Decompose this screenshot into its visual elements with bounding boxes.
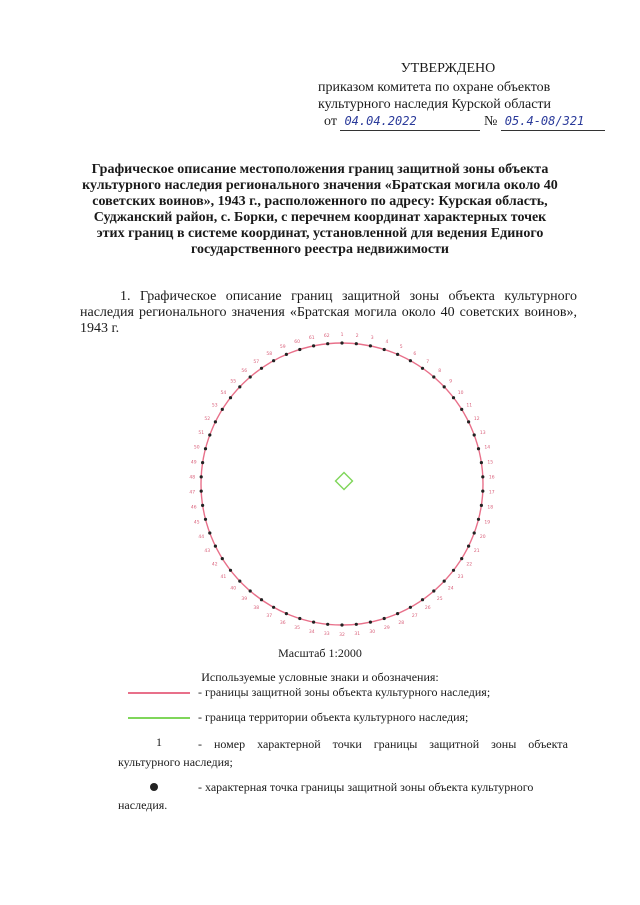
point-number-label: 1 (340, 333, 344, 338)
boundary-point (272, 606, 275, 609)
point-number-label: 14 (484, 445, 491, 451)
approval-line-2: культурного наследия Курской области (318, 97, 552, 112)
point-number-label: 46 (190, 505, 197, 511)
boundary-point (473, 433, 476, 436)
point-number-label: 21 (473, 549, 480, 555)
boundary-point (467, 420, 470, 423)
boundary-point (477, 447, 480, 450)
boundary-point (221, 557, 224, 560)
point-number-label: 5 (399, 345, 403, 351)
point-number-label: 4 (385, 339, 389, 345)
point-number-label: 10 (457, 391, 464, 397)
point-number-label: 39 (241, 596, 248, 602)
map-scale: Масштаб 1:2000 (278, 646, 362, 660)
legend-item-3: - номер характерной точки границы защитной зоны объекта культурного наследия; (118, 737, 568, 769)
boundary-point (249, 589, 252, 592)
point-number-label: 3 (370, 336, 374, 342)
boundary-point (200, 490, 203, 493)
boundary-point (200, 475, 203, 478)
point-number-label: 26 (424, 606, 431, 612)
legend-green-line-sample (128, 717, 190, 719)
boundary-point (481, 475, 484, 478)
point-number-label: 34 (308, 629, 315, 635)
boundary-point (432, 589, 435, 592)
territory-boundary (336, 473, 353, 490)
boundary-point (285, 612, 288, 615)
boundary-point (298, 348, 301, 351)
point-number-label: 20 (479, 535, 486, 541)
point-number-label: 30 (369, 629, 376, 635)
point-number-label: 56 (241, 369, 248, 375)
point-number-label: 2 (355, 333, 359, 339)
point-number-label: 25 (436, 596, 443, 602)
boundary-point (285, 353, 288, 356)
point-number-label: 48 (189, 475, 196, 481)
boundary-point (443, 385, 446, 388)
boundary-point (396, 353, 399, 356)
boundary-point (204, 447, 207, 450)
boundary-point (460, 557, 463, 560)
point-number-label: 28 (398, 620, 405, 626)
boundary-point (214, 545, 217, 548)
boundary-point (326, 342, 329, 345)
approval-line-1: приказом комитета по охране объектов (318, 80, 551, 95)
point-number-label: 57 (253, 359, 260, 365)
point-number-label: 23 (457, 574, 464, 580)
point-number-label: 51 (198, 430, 205, 436)
point-number-label: 42 (211, 562, 218, 568)
approval-date: 04.04.2022 (340, 113, 480, 131)
boundary-point (383, 348, 386, 351)
boundary-point (340, 341, 343, 344)
point-number-label: 36 (279, 620, 286, 626)
legend-item-4: - характерная точка границы защитной зоны объекта культурного наследия. (118, 780, 534, 812)
point-number-label: 50 (193, 445, 200, 451)
point-number-label: 60 (294, 339, 300, 345)
approval-title: УТВЕРЖДЕНО (400, 61, 496, 76)
boundary-point (326, 623, 329, 626)
boundary-point (443, 580, 446, 583)
boundary-map (189, 333, 495, 640)
point-number-label: 49 (190, 460, 197, 466)
legend-number-sample: 1 (156, 735, 162, 749)
boundary-point (480, 504, 483, 507)
boundary-point (460, 408, 463, 411)
point-number-label: 38 (253, 606, 260, 612)
point-number-label: 53 (211, 403, 218, 409)
point-number-label: 33 (323, 632, 330, 638)
document-title: Графическое описание местоположения границ защитной зоны объекта культурного наследия регионального значения «Братская могила около 40 советских воинов», 1943 г., расположенного по адресу: Курская область, Суджанский район, с. Борки, с перечнем координат характерных точек этих границ в системе координат, установленной для ведения Единого государственного реестра недвижимости (82, 162, 558, 257)
from-label: от (324, 114, 337, 129)
boundary-point (452, 569, 455, 572)
boundary-point (229, 396, 232, 399)
point-number-label: 31 (354, 632, 361, 638)
boundary-point (249, 375, 252, 378)
boundary-point (201, 504, 204, 507)
boundary-point (221, 408, 224, 411)
boundary-point (467, 545, 470, 548)
boundary-point (473, 531, 476, 534)
boundary-point (421, 598, 424, 601)
point-number-label: 9 (449, 379, 453, 385)
point-number-label: 17 (488, 490, 495, 496)
boundary-point (396, 612, 399, 615)
boundary-point (369, 344, 372, 347)
point-number-label: 58 (266, 351, 273, 357)
point-number-label: 15 (487, 460, 494, 466)
boundary-point (355, 623, 358, 626)
number-label: № (483, 114, 498, 129)
point-number-label: 19 (484, 520, 491, 526)
boundary-point (312, 344, 315, 347)
point-number-label: 12 (473, 416, 480, 422)
point-number-label: 7 (426, 359, 430, 365)
approval-date-line (324, 113, 618, 131)
boundary-point (208, 531, 211, 534)
point-number-label: 52 (204, 416, 211, 422)
point-number-label: 22 (466, 562, 473, 568)
approval-block (318, 60, 618, 131)
boundary-point (312, 621, 315, 624)
point-number-label: 55 (230, 379, 237, 385)
point-number-label: 61 (308, 336, 315, 342)
point-number-label: 43 (204, 549, 211, 555)
zone-boundary-circle (201, 343, 483, 625)
point-number-label: 40 (230, 586, 237, 592)
boundary-point (260, 367, 263, 370)
point-number-label: 18 (487, 505, 494, 511)
boundary-point (421, 367, 424, 370)
point-number-label: 62 (323, 333, 330, 339)
point-number-label: 27 (411, 614, 418, 620)
boundary-point (409, 359, 412, 362)
boundary-point (238, 385, 241, 388)
point-number-label: 32 (339, 633, 345, 638)
approval-number: 05.4-08/321 (501, 113, 605, 131)
boundary-point (201, 461, 204, 464)
point-number-label: 47 (189, 490, 196, 496)
point-number-label: 45 (193, 520, 200, 526)
legend-heading: Используемые условные знаки и обозначения: (201, 670, 439, 684)
point-number-label: 35 (294, 626, 300, 632)
point-number-label: 6 (413, 351, 417, 357)
boundary-point (298, 617, 301, 620)
point-number-labels (189, 332, 494, 638)
boundary-point (369, 621, 372, 624)
boundary-point (480, 461, 483, 464)
point-number-label: 29 (384, 626, 390, 632)
point-number-label: 59 (279, 345, 286, 351)
point-number-label: 54 (220, 391, 227, 397)
point-number-label: 24 (447, 586, 454, 592)
boundary-point (340, 623, 343, 626)
point-number-label: 13 (479, 430, 486, 436)
point-number-label: 11 (466, 403, 473, 409)
point-number-label: 37 (266, 614, 273, 620)
legend-red-line-sample (128, 692, 190, 694)
point-number-label: 16 (488, 475, 495, 481)
boundary-point (204, 518, 207, 521)
boundary-point (272, 359, 275, 362)
boundary-point (238, 580, 241, 583)
boundary-point (229, 569, 232, 572)
point-number-label: 8 (438, 369, 442, 375)
point-number-label: 41 (220, 574, 227, 580)
boundary-point (409, 606, 412, 609)
boundary-point (214, 420, 217, 423)
boundary-point (383, 617, 386, 620)
point-number-label: 44 (198, 535, 205, 541)
boundary-point (432, 375, 435, 378)
boundary-point (260, 598, 263, 601)
boundary-point (481, 490, 484, 493)
boundary-point (477, 518, 480, 521)
boundary-point (208, 433, 211, 436)
paragraph-1: 1. Графическое описание границ защитной зоны объекта культурного наследия регионального значения «Братская могила около 40 советских воинов», 1943 г. (80, 289, 577, 336)
legend-item-2: - граница территории объекта культурного наследия; (198, 710, 469, 724)
boundary-point (355, 342, 358, 345)
legend-item-1: - границы защитной зоны объекта культурного наследия; (198, 685, 491, 699)
boundary-point (452, 396, 455, 399)
